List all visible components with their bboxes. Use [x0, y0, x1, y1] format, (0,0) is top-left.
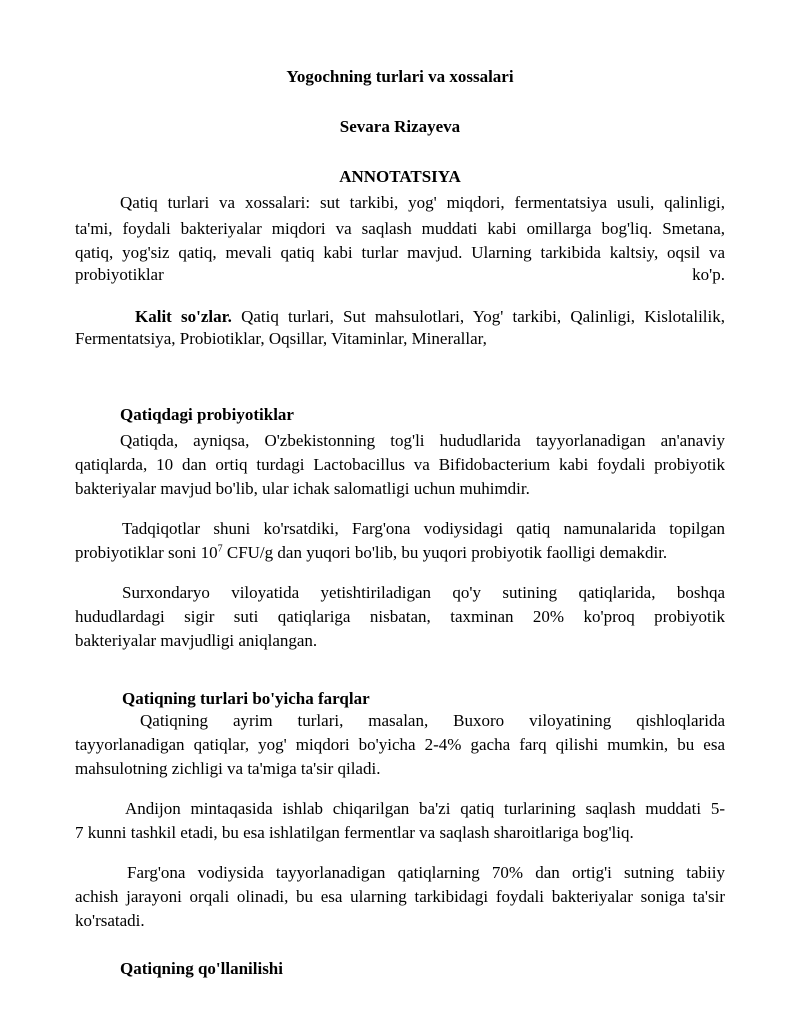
s1-p2-exponent: 7 — [217, 543, 223, 555]
s1-p3-line-3: bakteriyalar mavjudligi aniqlangan. — [75, 631, 318, 650]
s1-p2-pre: probiyotiklar soni 10 — [75, 543, 218, 562]
s1-p1-line-2: qatiqlarda, 10 dan ortiq turdagi Lactobacillus va Bifidobacterium kabi foydali probiyotik — [75, 455, 725, 474]
s2-p1-line-1: Qatiqning ayrim turlari, masalan, Buxoro viloyatining qishloqlarida — [140, 711, 725, 730]
section-heading-probiotics: Qatiqdagi probiyotiklar — [120, 405, 294, 424]
s1-p3-line-1: Surxondaryo viloyatida yetishtiriladigan qo'y sutining qatiqlarida, boshqa — [122, 583, 725, 602]
abstract-line-4 — [75, 262, 725, 288]
keywords-text-1: Qatiq turlari, Sut mahsulotlari, Yog' tarkibi, Qalinligi, Kislotalilik, — [231, 307, 725, 326]
abstract-line-2: ta'mi, foydali bakteriyalar miqdori va saqlash muddati kabi omillarga bog'liq. Smetana, — [75, 219, 725, 238]
s1-p2-line-1: Tadqiqotlar shuni ko'rsatdiki, Farg'ona vodiysidagi qatiq namunalarida topilgan — [122, 519, 725, 538]
s1-p2-post: CFU/g dan yuqori bo'lib, bu yuqori probiyotik faolligi demakdir. — [222, 543, 668, 562]
s1-p1-line-1: Qatiqda, ayniqsa, O'zbekistonning tog'li hududlarida tayyorlanadigan an'anaviy — [120, 431, 725, 450]
keywords-label: Kalit so'zlar. — [135, 307, 232, 326]
s1-p1-line-3: bakteriyalar mavjud bo'lib, ular ichak salomatligi uchun muhimdir. — [75, 479, 530, 498]
s2-p1-line-3: mahsulotning zichligi va ta'miga ta'sir qiladi. — [75, 759, 381, 778]
s2-p2-line-2: 7 kunni tashkil etadi, bu esa ishlatilgan fermentlar va saqlash sharoitlariga bog'liq. — [75, 823, 634, 842]
abstract-line-3: qatiq, yog'siz qatiq, mevali qatiq kabi turlar mavjud. Ularning tarkibida kaltsiy, oqsil va — [75, 243, 725, 262]
s2-p3-line-2: achish jarayoni orqali olinadi, bu esa ularning tarkibidagi foydali bakteriyalar soniga ta'sir — [75, 887, 725, 906]
s2-p2-line-1: Andijon mintaqasida ishlab chiqarilgan ba'zi qatiq turlarining saqlash muddati 5- — [125, 799, 725, 818]
abstract-line-1: Qatiq turlari va xossalari: sut tarkibi, yog' miqdori, fermentatsiya usuli, qalinligi, — [120, 193, 725, 212]
document-title: Yogochning turlari va xossalari — [286, 67, 514, 86]
s2-p3-line-3: ko'rsatadi. — [75, 911, 145, 930]
abstract-last-right: ko'p. — [692, 265, 725, 284]
s1-p3-line-2: hududlardagi sigir suti qatiqlariga nisbatan, taxminan 20% ko'proq probiyotik — [75, 607, 725, 626]
section-heading-usage: Qatiqning qo'llanilishi — [120, 959, 283, 978]
section-heading-differences: Qatiqning turlari bo'yicha farqlar — [122, 689, 370, 708]
s2-p1-line-2: tayyorlanadigan qatiqlar, yog' miqdori bo'yicha 2-4% gacha farq qilishi mumkin, bu esa — [75, 735, 725, 754]
s1-p2-line-2 — [75, 540, 725, 566]
abstract-heading: ANNOTATSIYA — [339, 167, 461, 186]
abstract-last-left: probiyotiklar — [75, 265, 164, 284]
document-author: Sevara Rizayeva — [339, 117, 461, 136]
s2-p3-line-1: Farg'ona vodiysida tayyorlanadigan qatiqlarning 70% dan ortig'i sutning tabiiy — [127, 863, 725, 882]
keywords-line-2: Fermentatsiya, Probiotiklar, Oqsillar, Vitaminlar, Minerallar, — [75, 329, 487, 348]
